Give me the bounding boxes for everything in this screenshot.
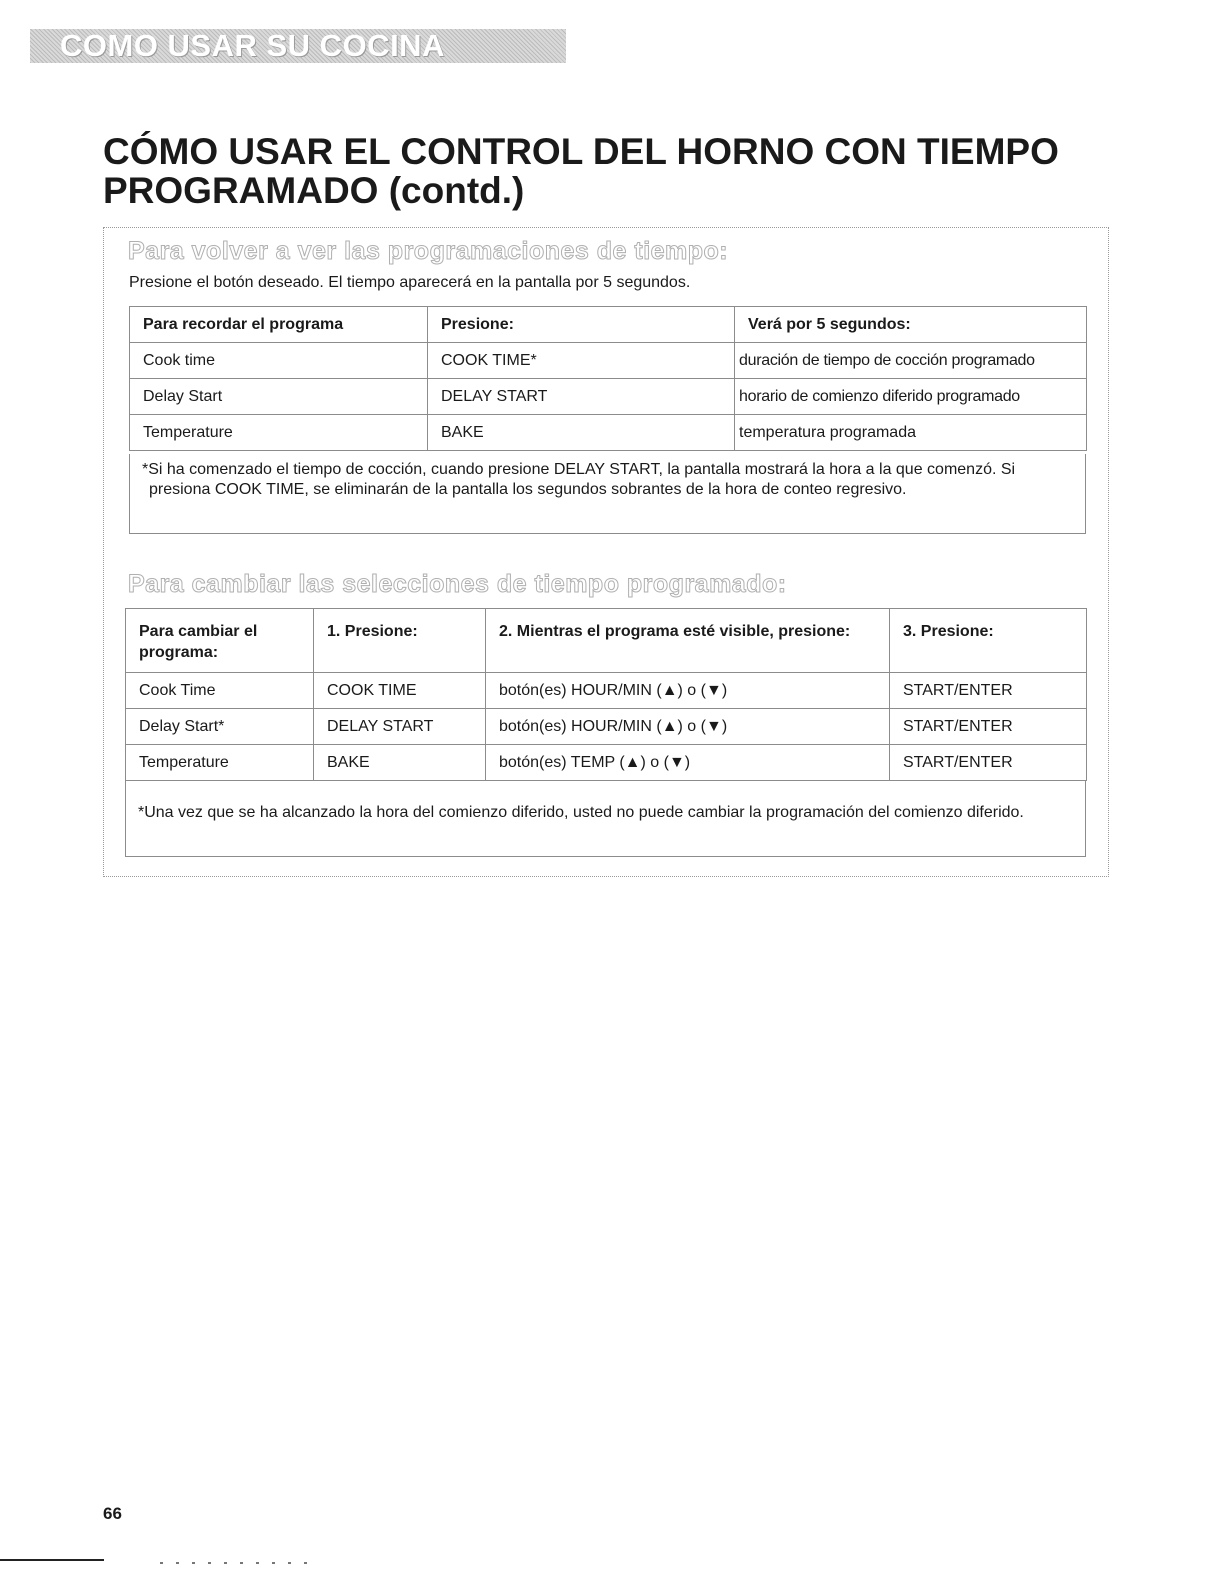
- table-header-cell: 1. Presione:: [314, 609, 486, 673]
- table-cell: temperatura programada: [735, 415, 1087, 451]
- page-title: [103, 132, 1103, 210]
- change-footnote-text: *Una vez que se ha alcanzado la hora del comienzo diferido, usted no puede cambiar la programación del comienzo diferido.: [138, 804, 1024, 821]
- table-cell: Delay Start*: [126, 709, 314, 745]
- table-header-cell: Verá por 5 segundos:: [735, 307, 1087, 343]
- table-cell: COOK TIME: [314, 673, 486, 709]
- table-cell: botón(es) HOUR/MIN (▲) o (▼): [486, 673, 890, 709]
- change-table: [125, 608, 1087, 781]
- table-cell: Temperature: [130, 415, 428, 451]
- table-cell: horario de comienzo diferido programado: [735, 379, 1087, 415]
- table-cell: duración de tiempo de cocción programado: [735, 343, 1087, 379]
- table-cell: COOK TIME*: [428, 343, 735, 379]
- recall-footnote: [129, 454, 1086, 534]
- table-header-cell: Para cambiar el programa:: [126, 609, 314, 673]
- table-cell: botón(es) HOUR/MIN (▲) o (▼): [486, 709, 890, 745]
- change-heading: Para cambiar las selecciones de tiempo programado:: [128, 570, 787, 598]
- page-title-line-1: CÓMO USAR EL CONTROL DEL HORNO CON TIEMPO: [103, 131, 1059, 172]
- table-row: [130, 415, 1087, 451]
- table-cell: Cook Time: [126, 673, 314, 709]
- table-row: [126, 673, 1087, 709]
- section-banner-text: COMO USAR SU COCINA: [60, 28, 445, 63]
- table-header-cell: Presione:: [428, 307, 735, 343]
- table-cell: botón(es) TEMP (▲) o (▼): [486, 745, 890, 781]
- table-cell: START/ENTER: [890, 745, 1087, 781]
- footer-rule: [0, 1559, 104, 1561]
- table-cell: BAKE: [314, 745, 486, 781]
- table-cell: DELAY START: [428, 379, 735, 415]
- table-cell: START/ENTER: [890, 673, 1087, 709]
- table-row: [126, 709, 1087, 745]
- footer-dots: [160, 1562, 320, 1564]
- table-cell: DELAY START: [314, 709, 486, 745]
- table-cell: Delay Start: [130, 379, 428, 415]
- section-banner: [30, 29, 566, 63]
- page-title-line-2: PROGRAMADO (contd.): [103, 170, 525, 211]
- recall-intro: Presione el botón deseado. El tiempo aparecerá en la pantalla por 5 segundos.: [129, 274, 691, 291]
- table-cell: START/ENTER: [890, 709, 1087, 745]
- page-number: 66: [103, 1504, 122, 1523]
- table-row: [126, 745, 1087, 781]
- table-header-cell: 3. Presione:: [890, 609, 1087, 673]
- table-header-row: [130, 307, 1087, 343]
- table-header-row: [126, 609, 1087, 673]
- change-footnote: [125, 781, 1086, 857]
- table-header-cell: 2. Mientras el programa esté visible, presione:: [486, 609, 890, 673]
- table-cell: BAKE: [428, 415, 735, 451]
- table-row: [130, 343, 1087, 379]
- table-cell: Cook time: [130, 343, 428, 379]
- recall-footnote-text: *Si ha comenzado el tiempo de cocción, cuando presione DELAY START, la pantalla mostrará la hora a la que comenzó. Si presiona COOK TIME, se eliminarán de la pantalla los segundos sobrantes de la hora de conteo regresivo.: [142, 461, 1016, 498]
- table-row: [130, 379, 1087, 415]
- recall-heading: Para volver a ver las programaciones de tiempo:: [128, 237, 729, 265]
- table-header-cell: Para recordar el programa: [130, 307, 428, 343]
- recall-table: [129, 306, 1087, 451]
- table-cell: Temperature: [126, 745, 314, 781]
